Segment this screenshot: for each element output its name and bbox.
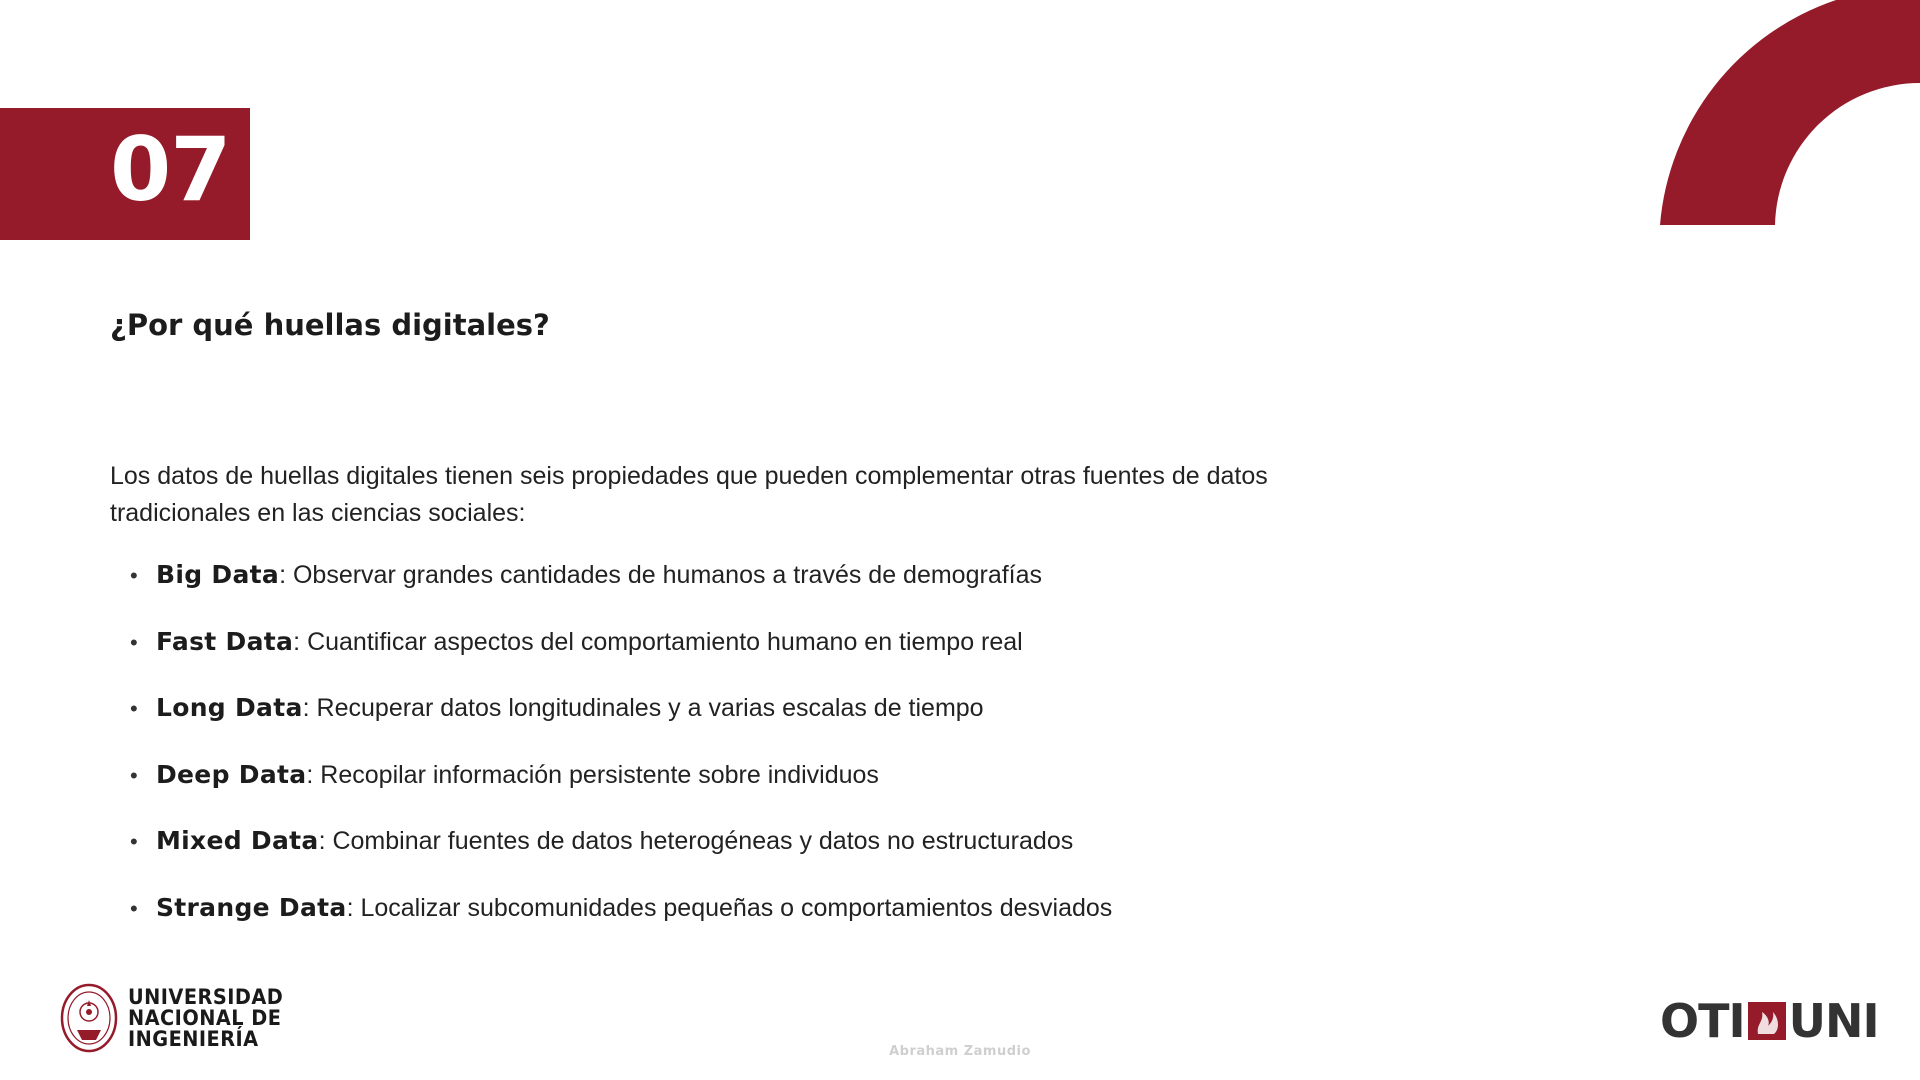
intro-paragraph: Los datos de huellas digitales tienen seis propiedades que pueden complementar otras fuentes de datos tradicionales en las ciencias sociales: (110, 462, 1268, 527)
list-item (130, 826, 1112, 893)
list-item (130, 560, 1112, 627)
oti-uni-logo (1660, 994, 1879, 1048)
university-name-line: UNIVERSIDAD (128, 984, 284, 1009)
property-description: : Localizar subcomunidades pequeñas o comportamientos desviados (346, 893, 1113, 922)
list-item (130, 693, 1112, 760)
property-description: : Combinar fuentes de datos heterogéneas y datos no estructurados (318, 827, 1074, 855)
bullet-icon: • (130, 895, 138, 921)
list-item (130, 760, 1112, 827)
property-term: Strange Data (156, 892, 347, 922)
properties-list (130, 560, 1112, 959)
property-description: : Recuperar datos longitudinales y a varias escalas de tiempo (302, 694, 984, 722)
university-name-line: NACIONAL DE (128, 1005, 282, 1030)
slide-title: ¿Por qué huellas digitales? (110, 308, 550, 342)
bullet-icon: • (130, 762, 138, 788)
corner-arc-decoration (1660, 0, 1920, 230)
bullet-icon: • (130, 829, 138, 854)
university-name (128, 984, 297, 1051)
bullet-icon: • (130, 629, 138, 655)
property-description: : Observar grandes cantidades de humanos a través de demografías (279, 561, 1043, 589)
list-item (130, 627, 1112, 694)
property-term: Fast Data (156, 626, 294, 656)
property-description: : Cuantificar aspectos del comportamiento humano en tiempo real (293, 627, 1023, 656)
property-term: Long Data (156, 693, 303, 722)
section-number: 07 (110, 118, 231, 221)
university-name-line: INGENIERÍA (128, 1026, 259, 1051)
list-item (130, 893, 1112, 960)
footer-author: Abraham Zamudio (889, 1044, 1031, 1059)
bullet-icon: • (130, 696, 138, 721)
bullet-icon: • (130, 563, 138, 588)
property-description: : Recopilar información persistente sobre individuos (306, 760, 879, 789)
property-term: Mixed Data (156, 826, 319, 855)
oti-logo-text: OTI (1660, 994, 1745, 1048)
property-term: Deep Data (156, 759, 307, 789)
property-term: Big Data (156, 560, 280, 589)
oti-flame-icon (1748, 1002, 1786, 1040)
uni-logo-text: UNI (1788, 994, 1879, 1048)
